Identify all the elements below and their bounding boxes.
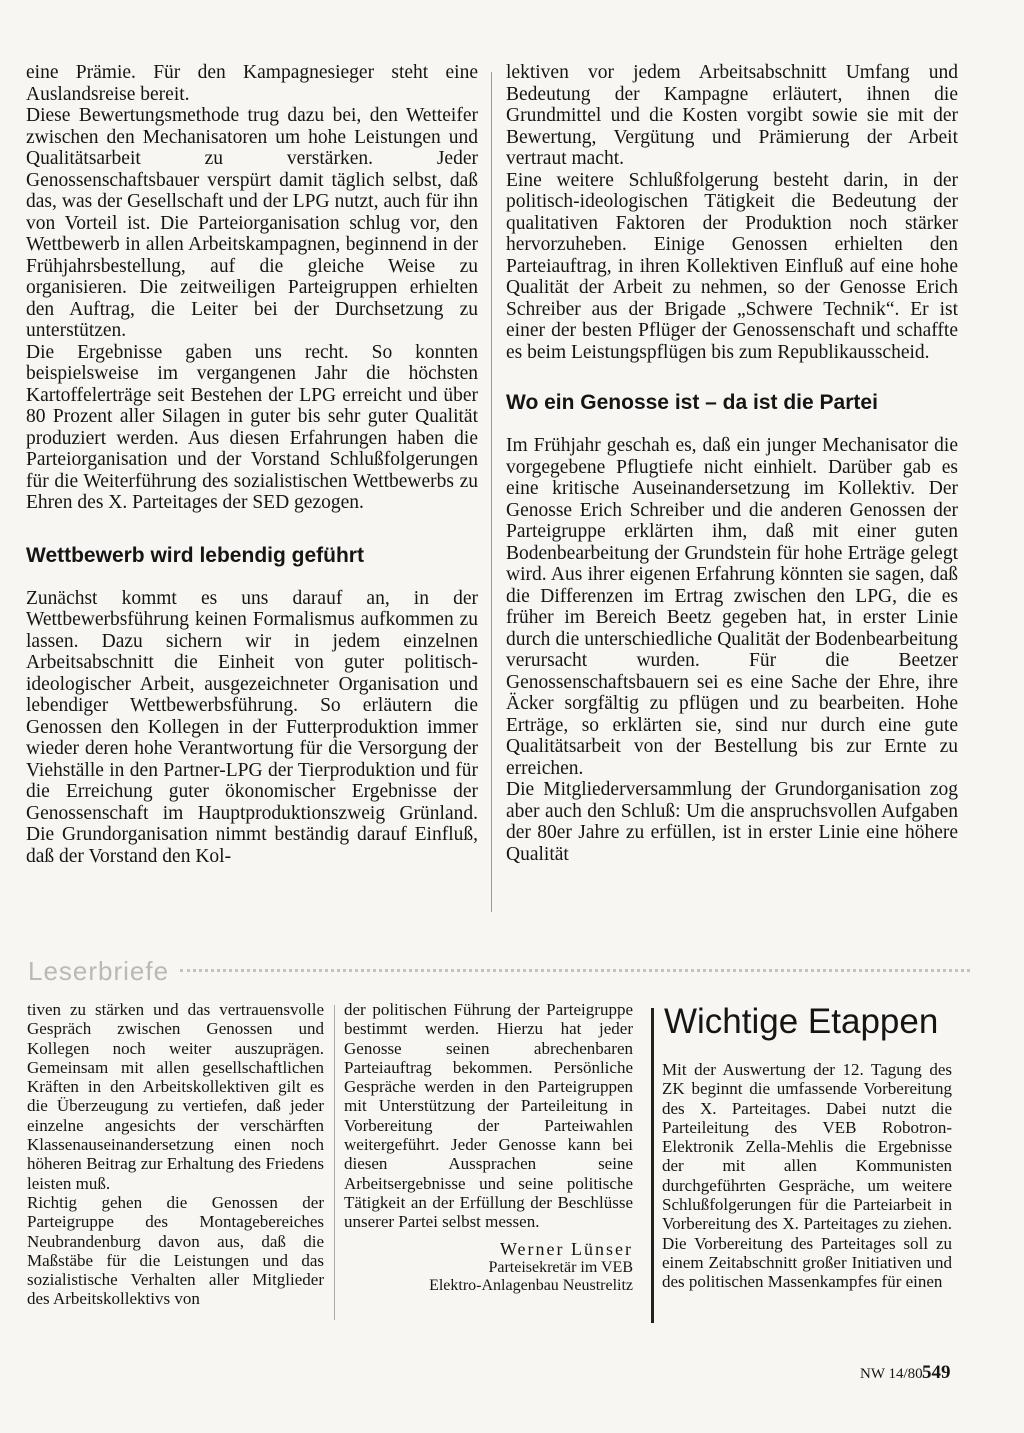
section-label-leserbriefe: Leserbriefe — [28, 956, 170, 986]
paragraph: Die Mitgliederversammlung der Grundorganisation zog aber auch den Schluß: Um die anspruchsvollen Aufgaben der 80er Jahre zu erfüllen, ist in erster Linie eine höhere Qualität — [506, 779, 958, 865]
column-bottom-left — [27, 1000, 324, 1309]
paragraph: Diese Bewertungsmethode trug dazu bei, den Wetteifer zwischen den Mechanisatoren um hohe Leistungen und Qualitätsarbeit zu verstärken. Jeder Genossenschaftsbauer verspürt damit täglich selbst, daß das, was der Gesellschaft und der LPG nutzt, auch für ihn von Vorteil ist. Die Parteiorganisation schlug vor, den Wettbewerb in allen Arbeitskampagnen, beginnend in der Frühjahrsbestellung, auf die gleiche Weise zu organisieren. Die zeitweiligen Parteigruppen erhielten den Auftrag, die Leiter bei der Durchsetzung zu unterstützen. — [26, 105, 478, 341]
paragraph: Im Frühjahr geschah es, daß ein junger Mechanisator die vorgegebene Pflugtiefe nicht einhielt. Darüber gab es eine kritische Auseinandersetzung im Kollektiv. Der Genosse Erich Schreiber und die anderen Genossen der Parteigruppe erklärten ihm, daß mit einer guten Bodenbearbeitung der Grundstein für hohe Erträge gelegt wird. Aus ihrer eigenen Erfahrung könnten sie sagen, daß die Differenzen im Ertrag zwischen den LPG, die es früher im Bereich Beetz gegeben hat, in erster Linie durch die unterschiedliche Qualität der Bodenbearbeitung verursacht wurden. Für die Beetzer Genossenschaftsbauern sei es eine Sache der Ehre, ihre Äcker sorgfältig zu pflügen und zu bearbeiten. Hohe Erträge, so erklärten sie, sind nur durch eine gute Qualitätsarbeit von der Bestellung bis zur Ernte zu erreichen. — [506, 435, 958, 779]
column-bottom-right — [662, 1060, 952, 1292]
column-top-right — [506, 62, 958, 865]
paragraph: Zunächst kommt es uns darauf an, in der Wettbewerbsführung keinen Formalismus aufkommen zu lassen. Dazu sichern wir in jedem einzelnen Arbeitsabschnitt die Einheit von guter politisch-ideologischer Arbeit, ausgezeichneter Organisation und lebendiger Wettbewerbsführung. So erläutern die Genossen den Kollegen in der Futterproduktion immer wieder deren hohe Verantwortung für die Versorgung der Viehställe in den Partner-LPG der Tierproduktion und für die Erreichung guter ökonomischer Ergebnisse der Genossenschaft im Hauptproduktionszweig Grünland. Die Grundorganisation nimmt beständig darauf Einfluß, daß der Vorstand den Kol- — [26, 587, 478, 867]
box-divider — [651, 1008, 654, 1323]
paragraph: der politischen Führung der Parteigruppe bestimmt werden. Hierzu hat jeder Genosse seinen abrechenbaren Parteiauftrag bekommen. Persönliche Gespräche werden in den Parteigruppen mit Unterstützung der Parteileitung in Vorbereitung der Parteiwahlen weitergeführt. Jeder Genosse kann bei diesen Aussprachen seine Arbeitsergebnisse und seine politische Tätigkeit an der Erfüllung der Beschlüsse unserer Partei selbst messen. — [344, 1000, 633, 1232]
column-bottom-mid — [344, 1000, 633, 1295]
signature-block — [344, 1240, 633, 1295]
section-rule — [180, 969, 970, 972]
section-heading: Wo ein Genosse ist – da ist die Partei — [506, 391, 878, 414]
box-title: Wichtige Etappen — [664, 1002, 939, 1041]
issue-reference: NW 14/80 — [860, 1366, 923, 1382]
author-name: Werner Lünser — [500, 1238, 633, 1259]
paragraph: eine Prämie. Für den Kampagnesieger steht eine Auslandsreise bereit. — [26, 62, 478, 105]
column-top-left — [26, 62, 478, 867]
column-divider — [491, 72, 492, 912]
column-divider — [334, 1005, 335, 1320]
paragraph: Mit der Auswertung der 12. Tagung des ZK beginnt die umfassende Vorbereitung des X. Parteitages. Dabei nutzt die Parteileitung des VEB Robotron-Elektronik Zella-Mehlis die Ergebnisse der mit allen Kommunisten durchgeführten Gespräche, um weitere Schlußfolgerungen für die Parteiarbeit in Vorbereitung des X. Parteitages zu ziehen. Die Vorbereitung des Parteitages soll zu einem Zeitabschnitt großer Initiativen und des politischen Massenkampfes für einen — [662, 1060, 952, 1292]
author-organization: Elektro-Anlagenbau Neustrelitz — [429, 1276, 633, 1294]
author-role: Parteisekretär im VEB — [488, 1258, 633, 1276]
section-heading: Wettbewerb wird lebendig geführt — [26, 543, 364, 567]
paragraph: Eine weitere Schlußfolgerung besteht darin, in der politisch-ideologischen Tätigkeit die Bedeutung der qualitativen Faktoren der Produktion noch stärker hervorzuheben. Einige Genossen erhielten den Parteiauftrag, in ihren Kollektiven Einfluß auf eine hohe Qualität der Arbeit zu nehmen, so der Genosse Erich Schreiber aus der Brigade „Schwere Technik“. Er ist einer der besten Pflüger der Genossenschaft und schaffte es beim Leistungspflügen bis zum Republikausscheid. — [506, 169, 958, 363]
page-number: 549 — [922, 1362, 951, 1383]
paragraph: Richtig gehen die Genossen der Parteigruppe des Montagebereiches Neubrandenburg davon aus, daß die Maßstäbe für die Leistungen und das sozialistische Verhalten aller Mitglieder des Arbeitskollektivs von — [27, 1192, 324, 1309]
paragraph: Die Ergebnisse gaben uns recht. So konnten beispielsweise im vergangenen Jahr die höchsten Kartoffelerträge seit Bestehen der LPG erreicht und über 80 Prozent aller Silagen in guter bis sehr guter Qualität produziert werden. Aus diesen Erfahrungen haben die Parteiorganisation und der Vorstand Schlußfolgerungen für die Weiterführung des sozialistischen Wettbewerbs zu Ehren des X. Parteitages der SED gezogen. — [26, 341, 478, 513]
paragraph: lektiven vor jedem Arbeitsabschnitt Umfang und Bedeutung der Kampagne erläutert, ihnen die Grundmittel und die Kosten vorgibt sowie sie mit der Bewertung, Vergütung und Prämierung der Arbeit vertraut macht. — [506, 62, 958, 169]
paragraph: tiven zu stärken und das vertrauensvolle Gespräch zwischen Genossen und Kollegen noch weiter auszuprägen. Gemeinsam mit allen gesellschaftlichen Kräften in den Arbeitskollektiven gilt es die Überzeugung zu vertiefen, daß jeder einzelne angesichts der verschärften Klassenauseinandersetzung einen noch höheren Beitrag zur Erhaltung des Friedens leisten muß. — [27, 1000, 324, 1193]
